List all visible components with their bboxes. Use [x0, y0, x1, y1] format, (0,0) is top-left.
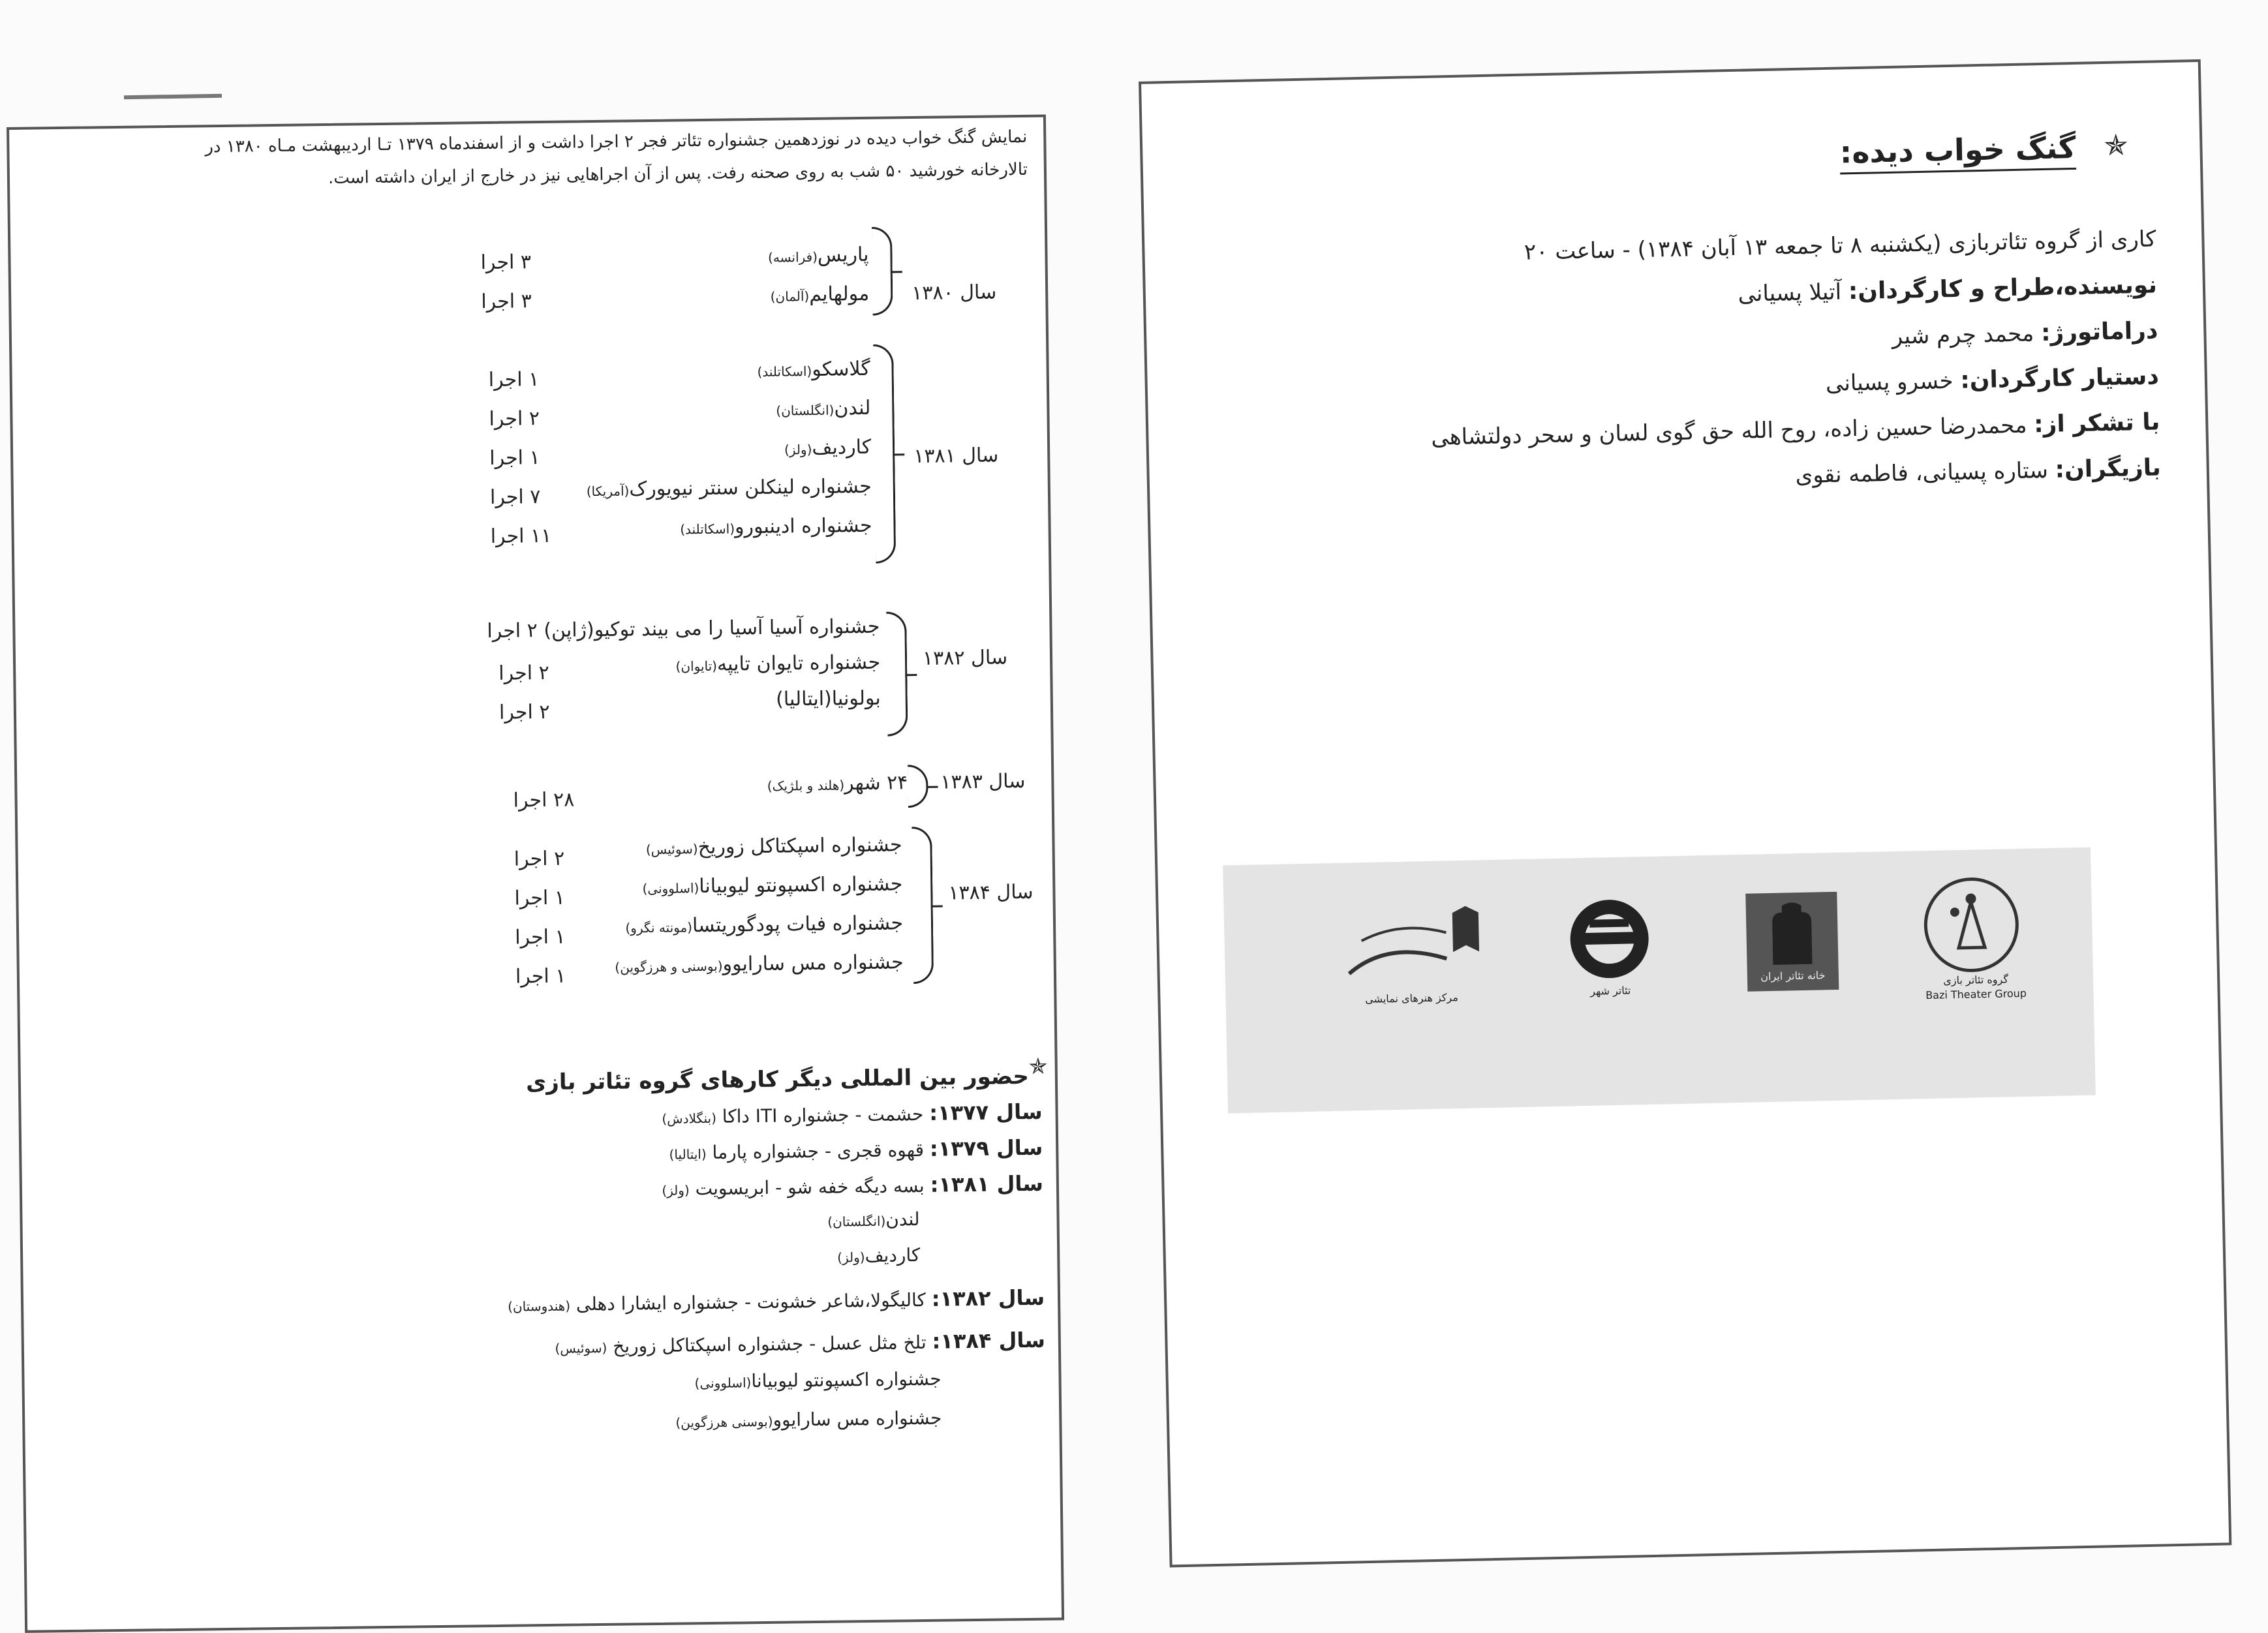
dramatic-arts-label: مرکز هنرهای نمایشی [1365, 991, 1458, 1006]
brace [912, 827, 934, 984]
venue-item: جشنواره اکسپونتو لیوبیانا(اسلوونی) [642, 872, 903, 898]
section-title: حضور بین المللی دیگر کارهای گروه تئاتر بازی [525, 1063, 1030, 1096]
performance-count: ۱ اجرا [515, 925, 566, 949]
venue-item: کاردیف(ولز) [784, 435, 872, 459]
intl-entry: کاردیف(ولز) [837, 1244, 921, 1267]
performance-count: ۷ اجرا [489, 485, 541, 509]
brace [908, 765, 928, 808]
intro-paragraph: نمایش گنگ خواب دیده در نوزدهمین جشنواره تئاتر فجر ۲ اجرا داشت و از اسفندماه ۱۳۷۹ تـا اردیبهشت مـاه ۱۳۸۰ در تالارخانه خورشید ۵۰ شب به روی صحنه رفت. پس از آن اجراهایی نیز در خارج از ایران داشته است. [205, 127, 1028, 188]
intl-entry: سال ۱۳۸۴: تلخ مثل عسل - جشنواره اسپکتاکل زوریخ (سوئیس) [555, 1327, 1046, 1357]
city-theater-logo [1563, 896, 1663, 1009]
venue-item: جشنواره آسیا آسیا را می بیند توکیو(ژاپن) ۲ اجرا [487, 615, 880, 643]
performance-count: ۱ اجرا [488, 368, 540, 392]
star-icon: ✯ [1028, 1053, 1048, 1080]
venue-item: بولونیا(ایتالیا) [775, 686, 881, 711]
venue-item: گلاسکو(اسکاتلند) [757, 357, 870, 381]
performance-count: ۱ اجرا [515, 964, 566, 988]
performance-count: ۳ اجرا [480, 251, 532, 275]
bazi-logo-label: گروه تئاتر بازی [1943, 973, 2009, 987]
venue-item: لندن(انگلستان) [776, 396, 871, 420]
performance-count: ۲ اجرا [513, 847, 565, 871]
theater-house-logo [1745, 892, 1839, 992]
performance-count: ۲ اجرا [498, 661, 549, 685]
performance-count: ۲ اجرا [489, 407, 540, 431]
performance-count: ۲ اجرا [498, 700, 550, 724]
venue-item: جشنواره لینکلن سنتر نیویورک(آمریکا) [586, 474, 872, 501]
intl-entry: سال ۱۳۷۹: قهوه قجری - جشنواره پارما (ایتالیا) [669, 1135, 1043, 1163]
page-title: گنگ خواب دیده: [1839, 130, 2076, 175]
left-page [7, 115, 1064, 1633]
bazi-theater-logo [1922, 874, 2055, 1007]
credit-line: با تشکر از: محمدرضا حسین زاده، روح الله حق گوی لسان و سحر دولتشاهی [1430, 408, 2160, 451]
year-label: سال ۱۳۸۱ [913, 444, 999, 468]
credit-line: بازیگران: ستاره پسیانی، فاطمه نقوی [1795, 454, 2162, 489]
brace [873, 344, 896, 563]
brace [872, 226, 893, 315]
bazi-logo-english: Bazi Theater Group [1925, 986, 2027, 1002]
venue-item: جشنواره ادینبورو(اسکاتلند) [680, 513, 872, 539]
credit-line: دراماتورژ: محمد چرم شیر [1892, 317, 2158, 350]
venue-item: مولهایم(آلمان) [770, 282, 870, 306]
intl-entry: سال ۱۳۸۲: کالیگولا،شاعر خشونت - جشنواره ایشارا دهلی (هندوستان) [507, 1285, 1045, 1315]
performance-count: ۱۱ اجرا [490, 524, 552, 548]
venue-item: جشنواره فیات پودگوریتسا(مونته نگرو) [625, 911, 904, 938]
star-icon: ✯ [2103, 129, 2128, 163]
intl-entry: سال ۱۳۸۱: بسه دیگه خفه شو - ابریسویت (ولز) [662, 1170, 1044, 1200]
theater-house-label: خانه تئاتر ایران [1760, 969, 1826, 983]
venue-item: پاریس(فرانسه) [767, 243, 869, 267]
performance-count: ۳ اجرا [481, 290, 532, 314]
venue-item: جشنواره مس سارایوو(بوسنی و هرزگوین) [615, 951, 904, 976]
venue-item: جشنواره اسپکتاکل زوریخ(سوئیس) [645, 833, 902, 859]
venue-item: جشنواره تایوان تایپه(تایوان) [675, 650, 881, 676]
performance-count: ۲۸ اجرا [513, 788, 575, 812]
credit-line: نویسنده،طراح و کارگردان: آتیلا پسیانی [1738, 271, 2158, 307]
intl-entry: جشنواره اکسپونتو لیوبیانا(اسلوونی) [694, 1367, 942, 1392]
performance-count: ۱ اجرا [514, 886, 566, 910]
intro-line: کاری از گروه تئاتربازی (یکشنبه ۸ تا جمعه ۱۳ آبان ۱۳۸۴) - ساعت ۲۰ [1524, 226, 2156, 266]
year-label: سال ۱۳۸۴ [948, 880, 1034, 905]
logo-strip [1223, 847, 2096, 1114]
performance-count: ۱ اجرا [489, 446, 540, 470]
year-label: سال ۱۳۸۲ [922, 646, 1008, 670]
scan-mark [124, 94, 222, 100]
brace [886, 611, 908, 736]
intl-entry: سال ۱۳۷۷: حشمت - جشنواره ITI داکا (بنگلادش) [662, 1099, 1043, 1127]
venue-item: ۲۴ شهر(هلند و بلژیک) [767, 771, 908, 795]
right-page [1139, 59, 2231, 1568]
intl-entry: لندن(انگلستان) [827, 1208, 920, 1230]
year-label: سال ۱۳۸۰ [911, 281, 997, 305]
dramatic-arts-center-logo [1334, 899, 1487, 1013]
credit-line: دستیار کارگردان: خسرو پسیانی [1825, 363, 2160, 397]
year-label: سال ۱۳۸۳ [940, 770, 1026, 794]
intl-entry: جشنواره مس سارایوو(بوسنی هرزگوین) [675, 1407, 942, 1431]
city-theater-label: تئاتر شهر [1590, 984, 1631, 998]
